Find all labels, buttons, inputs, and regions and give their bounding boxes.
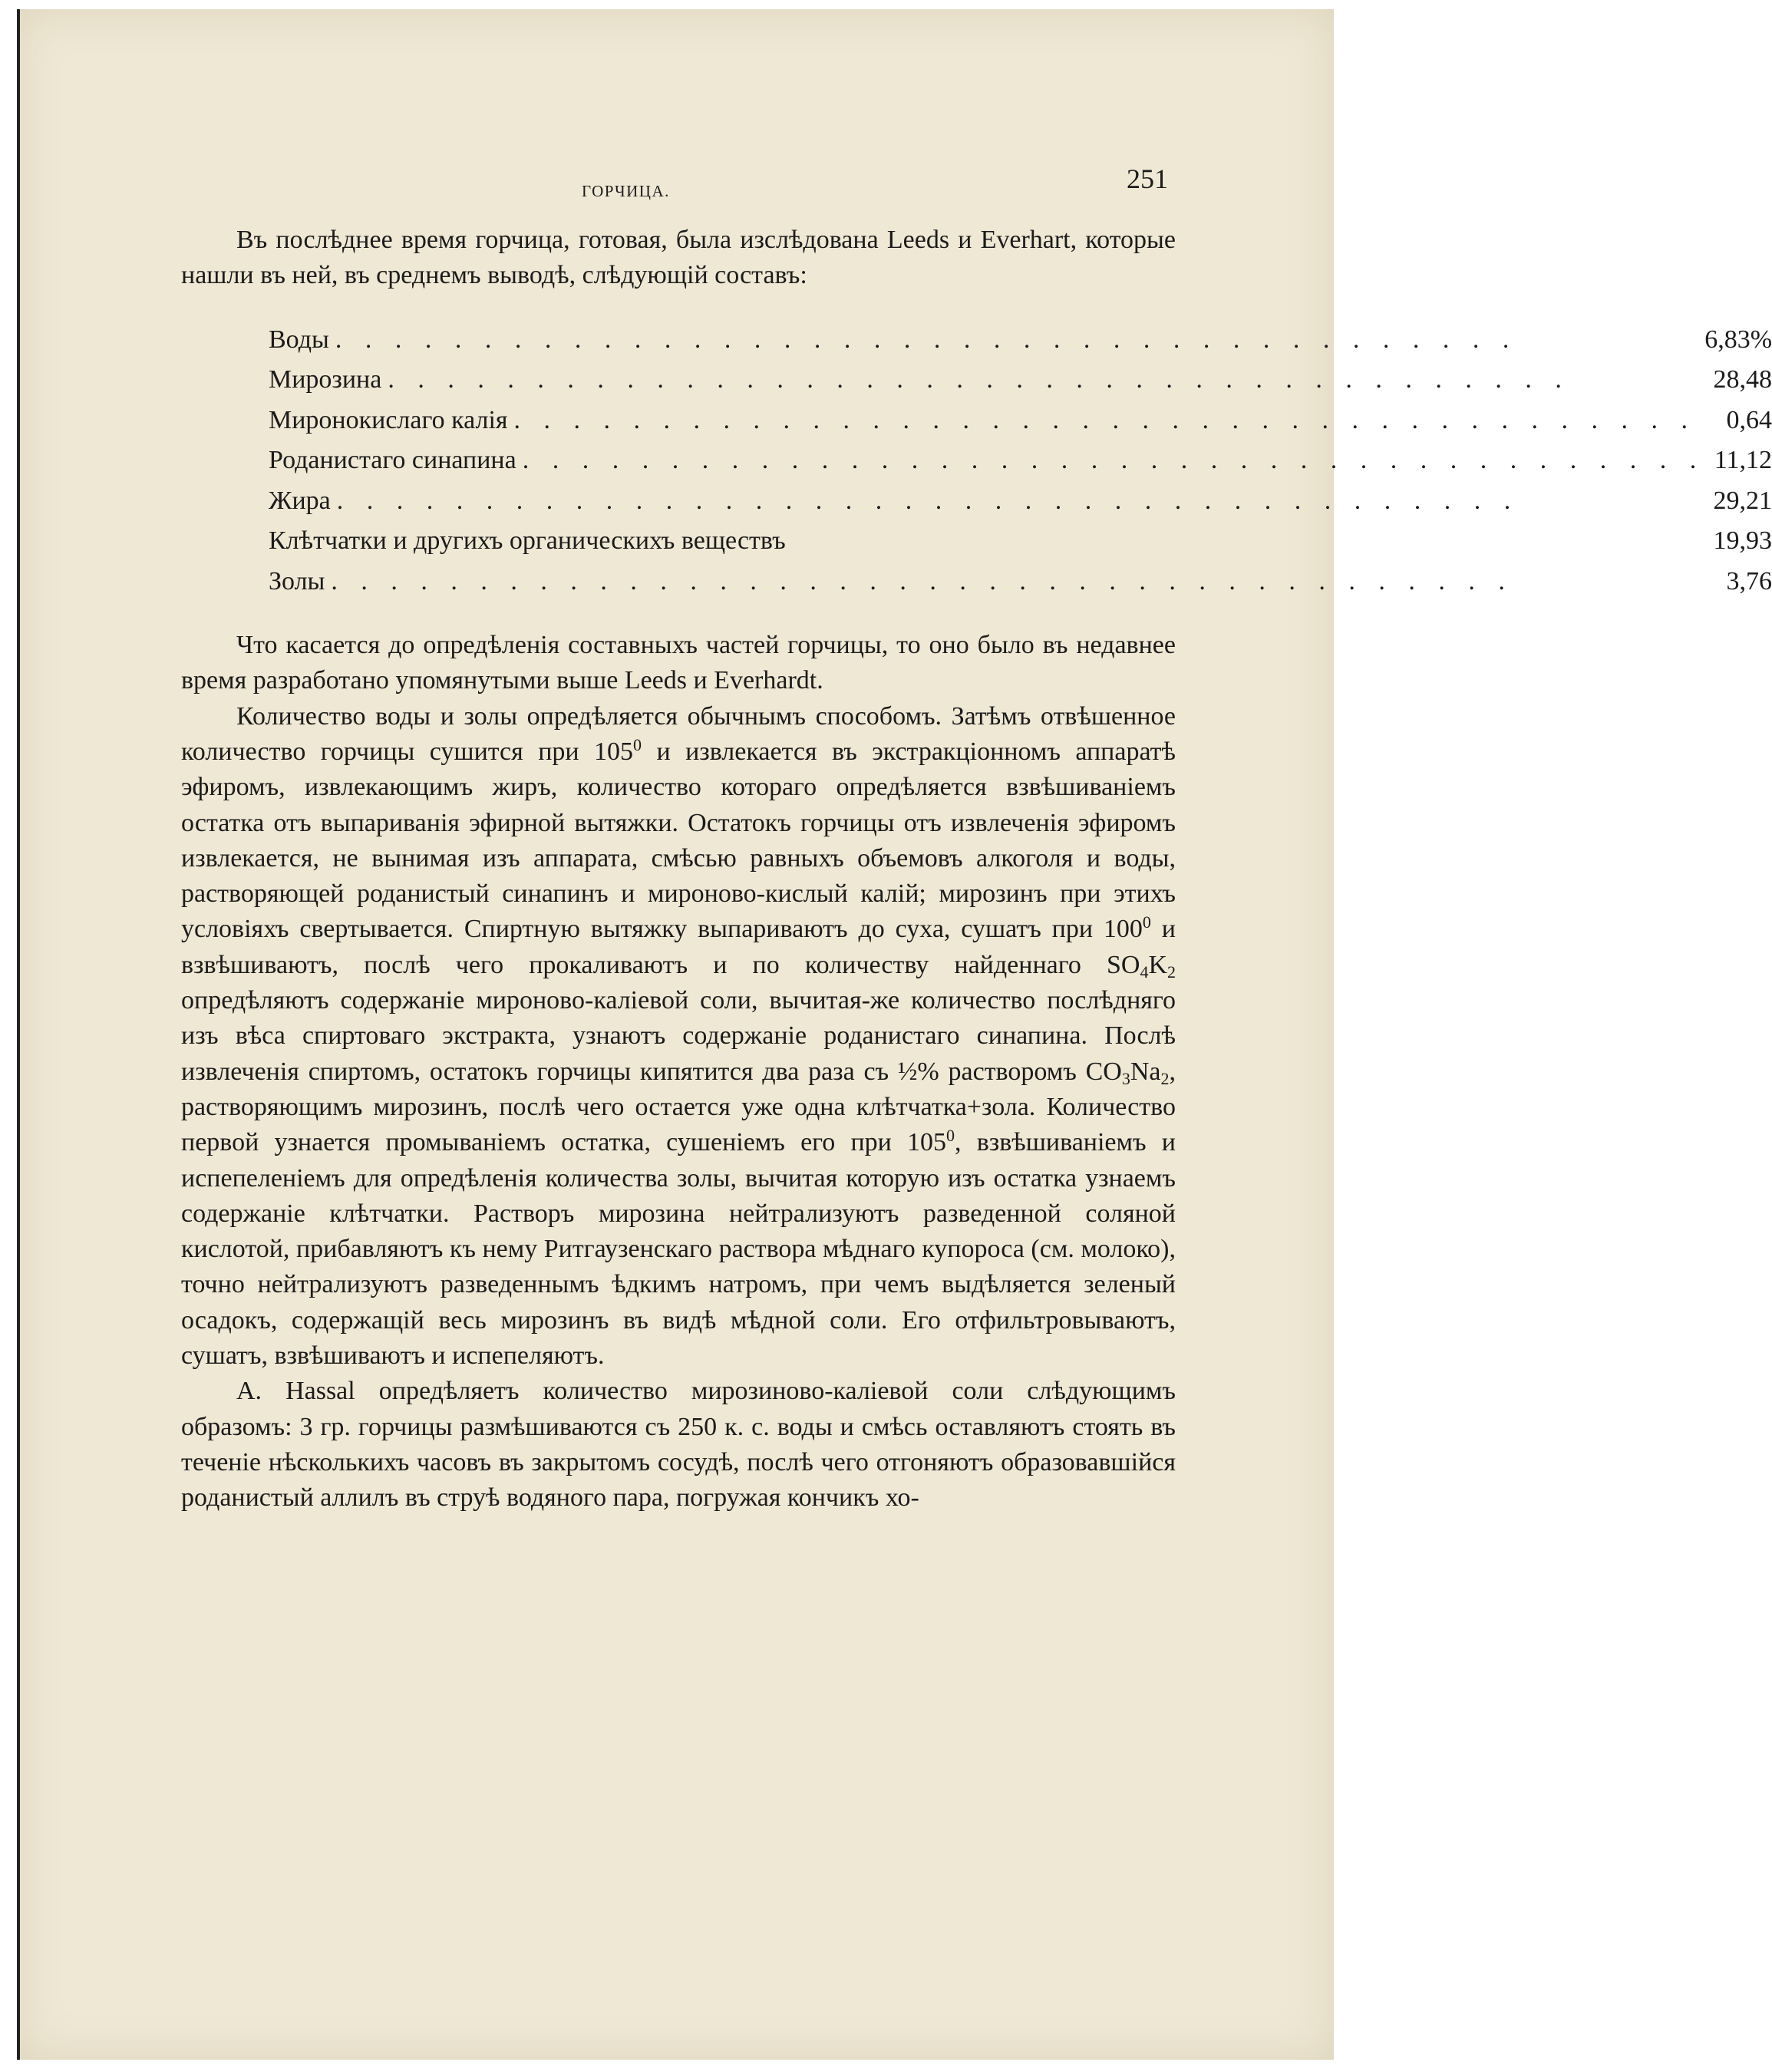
- paragraph-procedure: [181, 699, 1176, 1374]
- paragraph-hassal: A. Hassal опредѣляетъ количество мирозиново-каліевой соли слѣдующимъ образомъ: 3 гр. горчицы размѣшиваются съ 250 к. с. воды и смѣсь оставляютъ стоять въ теченіе нѣсколькихъ часовъ въ закрытомъ сосудѣ, послѣ чего отгоняютъ образовавшійся роданистый аллилъ въ струѣ водяного пара, погружая кончикъ хо-: [181, 1377, 1176, 1513]
- page-header: [181, 161, 1176, 204]
- subscript: 3: [1121, 1068, 1130, 1088]
- composition-row: [269, 562, 1772, 602]
- subscript: 4: [1140, 962, 1149, 982]
- leader-dots: . . . . . . . . . . . . . . . . . . . . . . . . . . . . . . . . . . . . . . . .: [522, 446, 1705, 475]
- composition-value: 11,12: [1714, 446, 1772, 475]
- leader-dots: . . . . . . . . . . . . . . . . . . . . . . . . . . . . . . . . . . . . . . . .: [513, 405, 1697, 434]
- leader-dots: . . . . . . . . . . . . . . . . . . . . . . . . . . . . . . . . . . . . . . . .: [388, 365, 1570, 394]
- text-run: Na: [1130, 1057, 1161, 1086]
- composition-value: 6,83%: [1704, 325, 1772, 354]
- composition-name: Золы: [269, 566, 325, 596]
- leader-dots: . . . . . . . . . . . . . . . . . . . . . . . . . . . . . . . . . . . . . . . .: [336, 486, 1520, 515]
- page-content: [181, 161, 1772, 1516]
- text-run: и извлекается въ экстракціонномъ аппаратѣ эфиромъ, извлекающимъ жиръ, количество котораго опредѣляется взвѣшиваніемъ остатка отъ выпариванія эфирной вытяжки. Остатокъ горчицы отъ извлеченія эфиромъ извлекается, не вынимая изъ аппарата, смѣсью равныхъ объемовъ алкоголя и воды, растворяющей роданистый синапинъ и мироново-кислый калій; мирозинъ при этихъ условіяхъ свертывается. Спиртную вытяжку выпариваютъ до суха, сушатъ при 100: [181, 737, 1176, 944]
- running-head: ГОРЧИЦА.: [582, 182, 670, 200]
- text-run: , взвѣшиваніемъ и испепеленіемъ для опредѣленія количества золы, вычитая которую изъ остатка узнаемъ содержаніе клѣтчатки. Растворъ мирозина нейтрализуютъ разведенной соляной кислотой, прибавляютъ къ нему Ритгаузенскаго раствора мѣднаго купороса (см. молоко), точно нейтрализуютъ разведеннымъ ѣдкимъ натромъ, при чемъ выдѣляется зеленый осадокъ, содержащій весь мирозинъ въ видѣ мѣдной соли. Его отфильтровываютъ, сушатъ, взвѣшиваютъ и испепеляютъ.: [181, 1128, 1176, 1371]
- composition-name: Миронокислаго калія: [269, 405, 508, 434]
- subscript: 2: [1160, 1068, 1170, 1088]
- composition-name: Роданистаго синапина: [269, 446, 516, 475]
- leader-dots: . . . . . . . . . . . . . . . . . . . . . . . . . . . . . . . . . . . . . . . .: [331, 566, 1513, 596]
- composition-value: 29,21: [1713, 486, 1772, 515]
- fraction: ½: [897, 1057, 918, 1086]
- composition-row: [269, 320, 1772, 361]
- page-number: 251: [1127, 163, 1168, 194]
- composition-value: 19,93: [1713, 526, 1772, 556]
- text-run: K: [1148, 950, 1167, 979]
- text-run: % растворомъ CO: [917, 1057, 1122, 1086]
- composition-value: 0,64: [1726, 405, 1772, 434]
- text-run: Количество воды и золы опредѣляется обычнымъ способомъ. Затѣмъ отвѣшенное количество горчицы сушится при 105: [181, 701, 1176, 766]
- composition-name: Жира: [269, 486, 331, 515]
- composition-row: [269, 360, 1772, 401]
- text-run: , растворяющимъ мирозинъ, послѣ чего остается уже одна клѣтчатка+зола. Количество первой узнается промываніемъ остатка, сушеніемъ его при 105: [181, 1057, 1176, 1157]
- leader-dots: . . . . . . . . . . . . . . . . . . . . . . . . . . . . . . . . . . . . . . . .: [335, 325, 1518, 354]
- composition-value: 28,48: [1713, 365, 1772, 394]
- intro-paragraph: Въ послѣднее время горчица, готовая, была изслѣдована Leeds и Everhart, которые нашли въ ней, въ среднемъ выводѣ, слѣдующій составъ:: [181, 226, 1176, 290]
- composition-name: Мирозина: [269, 365, 382, 394]
- composition-row: [269, 481, 1772, 522]
- composition-name: Клѣтчатки и другихъ органическихъ веществъ: [269, 526, 786, 556]
- composition-row: [269, 440, 1772, 481]
- degree-mark: 0: [946, 1126, 955, 1146]
- text-run: и взвѣшиваютъ, послѣ чего прокаливаютъ и по количеству найденнаго SO: [181, 915, 1176, 979]
- composition-table: [269, 320, 1772, 602]
- text-run: опредѣляютъ содержаніе мироново-каліевой соли, вычитая-же количество послѣдняго изъ вѣса спиртоваго экстракта, узнаютъ содержаніе роданистаго синапина. Послѣ извлеченія спиртомъ, остатокъ горчицы кипятится два раза съ: [181, 986, 1176, 1086]
- subscript: 2: [1167, 962, 1176, 982]
- composition-row: [269, 401, 1772, 441]
- page-edge-line: [17, 9, 20, 2060]
- composition-name: Воды: [269, 325, 329, 354]
- composition-value: 3,76: [1726, 566, 1772, 596]
- degree-mark: 0: [1142, 912, 1151, 932]
- degree-mark: 0: [633, 734, 642, 754]
- composition-row: [269, 521, 1772, 562]
- paragraph-methods-origin: Что касается до опредѣленія составныхъ частей горчицы, то оно было въ недавнее время разработано упомянутыми выше Leeds и Everhardt.: [181, 631, 1176, 695]
